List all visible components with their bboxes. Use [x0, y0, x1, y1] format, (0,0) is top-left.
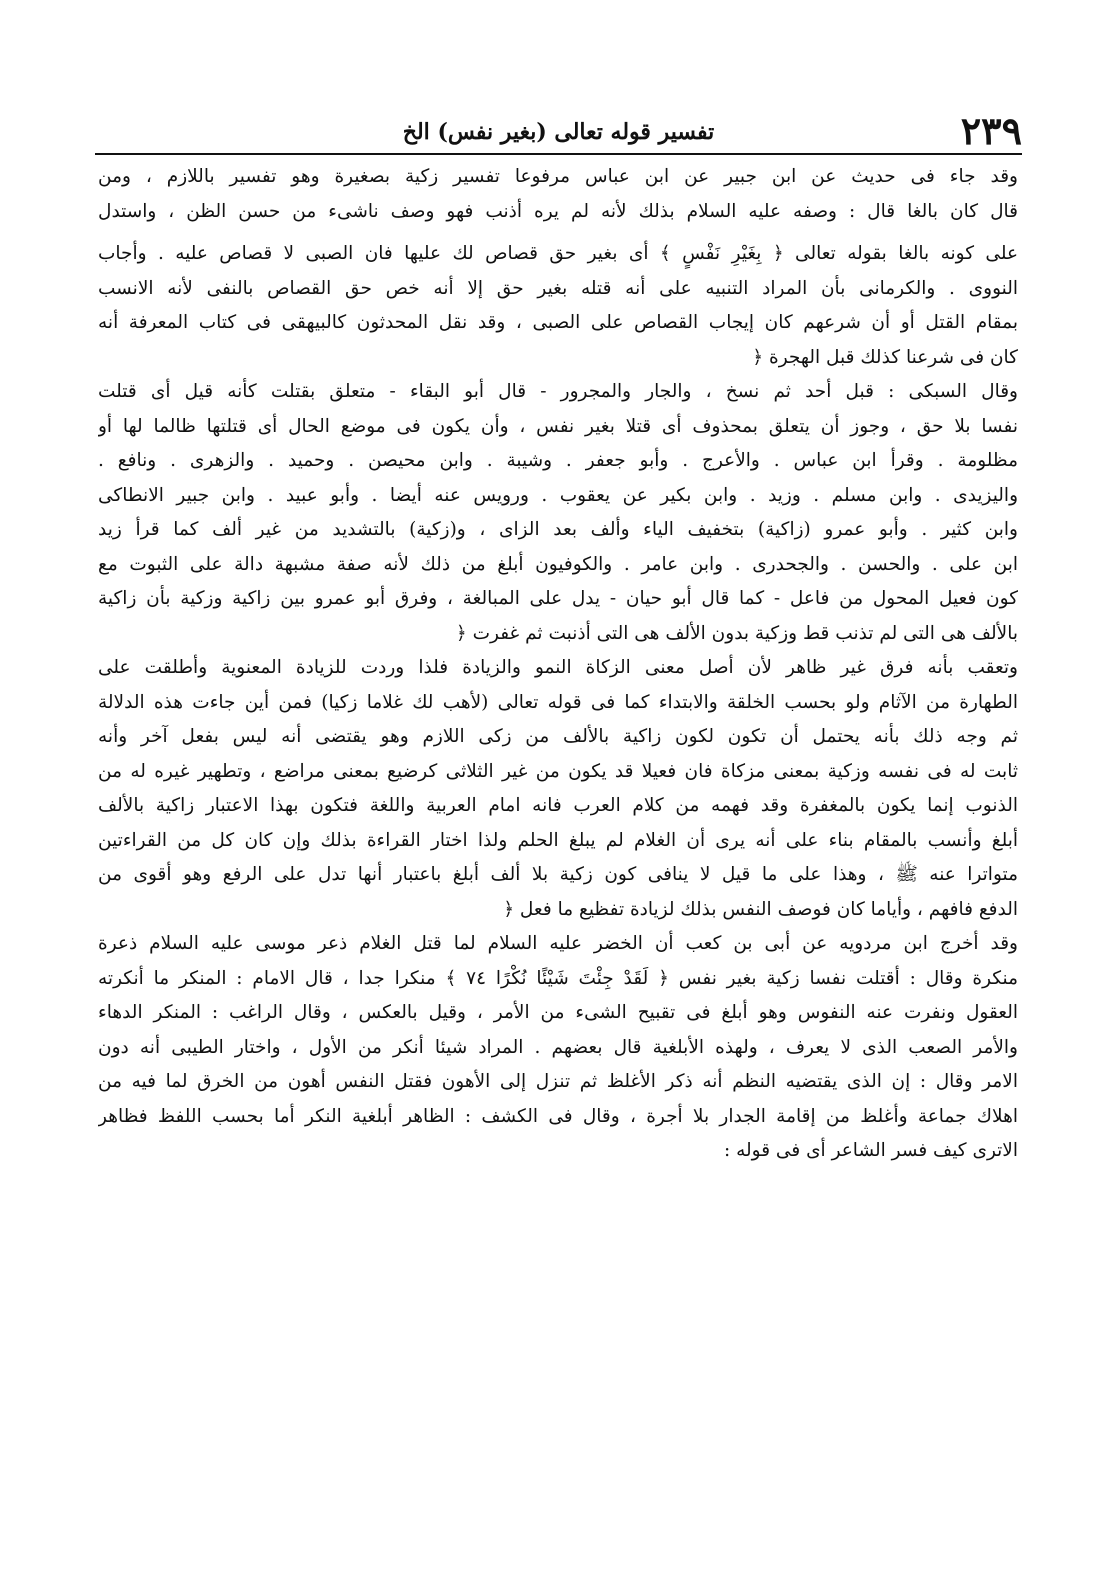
header-rule	[95, 153, 1022, 155]
text-line: العقول ونفرت عنه النفوس وهو أبلغ فى تقبيح الشىء من الأمر ، وقيل بالعكس ، وقال الراغب : المنكر الدهاء	[98, 1002, 1018, 1023]
text-line: وابن كثير . وأبو عمرو (زاكية) بتخفيف الياء وألف بعد الزاى ، و(زكية) بالتشديد من غير ألف كما قرأ زيد	[98, 519, 1018, 540]
text-line: ابن على . والحسن . والجحدرى . وابن عامر . والكوفيون أبلغ من ذلك لأنه صفة مشبهة دالة على الثبوت مع	[98, 553, 1018, 575]
text-line: أبلغ وأنسب بالمقام بناء على أنه يرى أن الغلام لم يبلغ الحلم ولذا اختار القراءة بذلك وإن كان كل من القراءتين	[98, 829, 1018, 851]
text-line: والأمر الصعب الذى لا يعرف ، ولهذه الأبلغية قال بعضهم . المراد شيئا أنكر من الأول ، واختار الطيبى أنه دون	[98, 1036, 1018, 1058]
text-line: بالألف هى التى لم تذنب قط وزكية بدون الألف هى التى أذنبت ثم غفرت ﴿	[455, 622, 1018, 644]
body-text	[98, 160, 1018, 1169]
text-line: الذنوب إنما يكون بالمغفرة وقد فهمه من كلام العرب فانه امام العربية واللغة فتكون بهذا الاعتبار زاكية بالألف	[98, 795, 1018, 816]
text-line: وتعقب بأنه فرق غير ظاهر لأن أصل معنى الزكاة النمو والزيادة فلذا وردت للزيادة المعنوية وأطلقت على	[98, 657, 1018, 678]
text-line: وقال السبكى : قبل أحد ثم نسخ ، والجار والمجرور - قال أبو البقاء - متعلق بقتلت كأنه قيل أى قتلت	[98, 381, 1018, 402]
text-line: نفسا بلا حق ، وجوز أن يتعلق بمحذوف أى قتلا بغير نفس ، وأن يكون فى موضع الحال أى قتلتها ظالما لها أو	[98, 415, 1018, 437]
text-line: ثابت له فى نفسه وزكية بمعنى مزكاة فان فعيلا قد يكون من غير الثلاثى كرضيع بمعنى مراضع ، وتطهير غيره له من	[98, 760, 1018, 782]
text-line: على كونه بالغا بقوله تعالى ﴿ بِغَيْرِ نَفْسٍ ﴾ أى بغير حق قصاص لك عليها فان الصبى لا قصاص عليه . وأجاب	[98, 243, 1018, 264]
text-line: كان فى شرعنا كذلك قبل الهجرة ﴿	[752, 346, 1018, 368]
text-line: الامر وقال : إن الذى يقتضيه النظم أنه ذكر الأغلظ ثم تنزل إلى الأهون فقتل النفس أهون من الخرق لما فيه من	[98, 1071, 1018, 1092]
text-line: مظلومة . وقرأ ابن عباس . والأعرج . وأبو جعفر . وشيبة . وابن محيصن . وحميد . والزهرى . ونافع .	[98, 450, 1018, 471]
running-title: تفسير قوله تعالى (بغير نفس) الخ	[402, 119, 715, 145]
page-header	[95, 108, 1022, 154]
text-line: وقد جاء فى حديث عن ابن جبير عن ابن عباس مرفوعا تفسير زكية بصغيرة وهو تفسير باللازم ، ومن	[98, 166, 1018, 187]
text-line: ثم وجه ذلك بأنه يحتمل أن تكون لكون زاكية بالألف من زكى اللازم وهو يقتضى أنه ليس بفعل آخر وأنه	[98, 726, 1018, 747]
text-line: الطهارة من الآثام ولو بحسب الخلقة والابتداء كما فى قوله تعالى (لأهب لك غلاما زكيا) فمن أين جاءت هذه الدلالة	[98, 691, 1018, 713]
text-line: كون فعيل المحول من فاعل - كما قال أبو حيان - يدل على المبالغة ، وفرق أبو عمرو بين زاكية وزكية بأن زاكية	[98, 588, 1018, 609]
text-line: بمقام القتل أو أن شرعهم كان إيجاب القصاص على الصبى ، وقد نقل المحدثون كالبيهقى فى كتاب المعرفة أنه	[98, 312, 1018, 333]
text-line: واليزيدى . وابن مسلم . وزيد . وابن بكير عن يعقوب . ورويس عنه أيضا . وأبو عبيد . وابن جبير الانطاكى	[98, 484, 1018, 506]
text-line: الدفع فافهم ، وأياما كان فوصف النفس بذلك لزيادة تفظيع ما فعل ﴿	[503, 898, 1018, 920]
text-line: اهلاك جماعة وأغلظ من إقامة الجدار بلا أجرة ، وقال فى الكشف : الظاهر أبلغية النكر أما بحسب اللفظ فظاهر	[98, 1105, 1018, 1127]
page-number: ٢٣٩	[960, 108, 1022, 153]
text-line: وقد أخرج ابن مردويه عن أبى بن كعب أن الخضر عليه السلام لما قتل الغلام ذعر موسى عليه السلام ذعرة	[98, 933, 1018, 954]
text-line: الاترى كيف فسر الشاعر أى فى قوله :	[723, 1140, 1018, 1161]
text-line: متواترا عنه ﷺ ، وهذا على ما قيل لا ينافى كون زكية بلا ألف أبلغ باعتبار أنها تدل على الرفع وهو أقوى من	[98, 864, 1018, 885]
text-line: منكرة وقال : أقتلت نفسا زكية بغير نفس ﴿ لَقَدْ جِئْتَ شَيْئًا نُكْرًا ٧٤ ﴾ منكرا جدا ، قال الامام : المنكر ما أنكرته	[98, 967, 1018, 989]
text-line: قال كان بالغا قال : وصفه عليه السلام بذلك لأنه لم يره أذنب فهو وصف ناشىء من حسن الظن ، واستدل	[98, 200, 1018, 222]
text-line: النووى . والكرمانى بأن المراد التنبيه على أنه قتله بغير حق إلا أنه خص حق القصاص بالنفى لأنه الانسب	[98, 277, 1018, 299]
